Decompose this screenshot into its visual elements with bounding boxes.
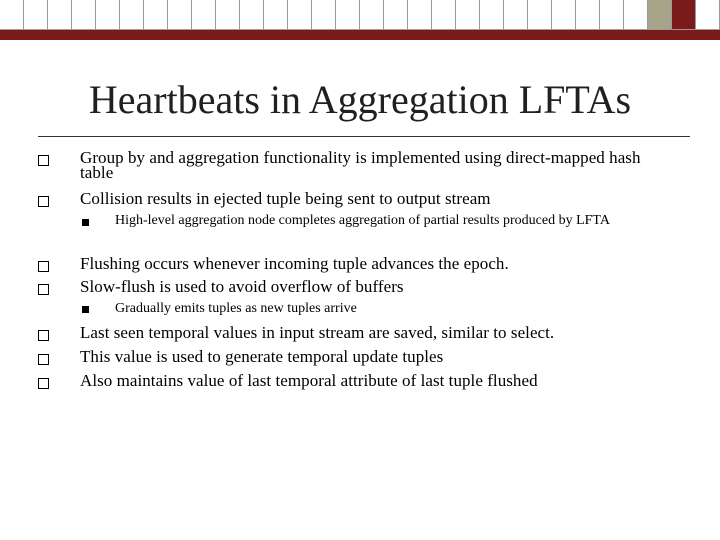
decoration-cell	[120, 0, 144, 30]
decoration-cell	[408, 0, 432, 30]
slide-title: Heartbeats in Aggregation LFTAs	[88, 77, 632, 122]
decoration-cell	[168, 0, 192, 30]
hollow-square-bullet-icon	[38, 155, 49, 166]
decoration-cell	[480, 0, 504, 30]
filled-square-bullet-icon	[82, 219, 89, 226]
hollow-square-bullet-icon	[38, 196, 49, 207]
bullet-text: Slow-flush is used to avoid overflow of buffers	[80, 277, 404, 296]
decoration-cell	[432, 0, 456, 30]
decoration-cell	[552, 0, 576, 30]
decoration-cell	[600, 0, 624, 30]
bullet-text: Flushing occurs whenever incoming tuple advances the epoch.	[80, 254, 509, 273]
decoration-cell	[288, 0, 312, 30]
header-decoration	[0, 0, 720, 40]
header-decoration-grid	[0, 0, 720, 30]
decoration-cell	[0, 0, 24, 30]
decoration-cell	[696, 0, 720, 30]
hollow-square-bullet-icon	[38, 284, 49, 295]
decoration-cell	[240, 0, 264, 30]
decoration-cell	[456, 0, 480, 30]
decoration-cell	[144, 0, 168, 30]
hollow-square-bullet-icon	[38, 261, 49, 272]
bullet-text: Collision results in ejected tuple being sent to output stream	[80, 189, 491, 208]
hollow-square-bullet-icon	[38, 354, 49, 365]
header-accent-bar	[0, 30, 720, 40]
decoration-cell	[24, 0, 48, 30]
bullet-text: This value is used to generate temporal update tuples	[80, 347, 444, 366]
decoration-cell	[72, 0, 96, 30]
bullet-text: Also maintains value of last temporal attribute of last tuple flushed	[80, 371, 538, 390]
decoration-cell-accent	[648, 0, 672, 30]
decoration-cell	[360, 0, 384, 30]
hollow-square-bullet-icon	[38, 330, 49, 341]
decoration-cell	[96, 0, 120, 30]
decoration-cell-accent	[672, 0, 696, 30]
decoration-cell	[624, 0, 648, 30]
filled-square-bullet-icon	[82, 306, 89, 313]
decoration-cell	[576, 0, 600, 30]
title-divider	[38, 136, 690, 137]
decoration-cell	[504, 0, 528, 30]
decoration-cell	[336, 0, 360, 30]
bullet-text: Group by and aggregation functionality is implemented using direct-mapped hash table	[80, 148, 641, 182]
decoration-cell	[528, 0, 552, 30]
sub-bullet-text: Gradually emits tuples as new tuples arrive	[115, 301, 357, 316]
decoration-cell	[312, 0, 336, 30]
bullet-text: Last seen temporal values in input stream are saved, similar to select.	[80, 323, 555, 342]
decoration-cell	[384, 0, 408, 30]
hollow-square-bullet-icon	[38, 378, 49, 389]
decoration-cell	[48, 0, 72, 30]
decoration-cell	[192, 0, 216, 30]
decoration-cell	[216, 0, 240, 30]
decoration-cell	[264, 0, 288, 30]
sub-bullet-text: High-level aggregation node completes aggregation of partial results produced by LFTA	[115, 213, 610, 228]
